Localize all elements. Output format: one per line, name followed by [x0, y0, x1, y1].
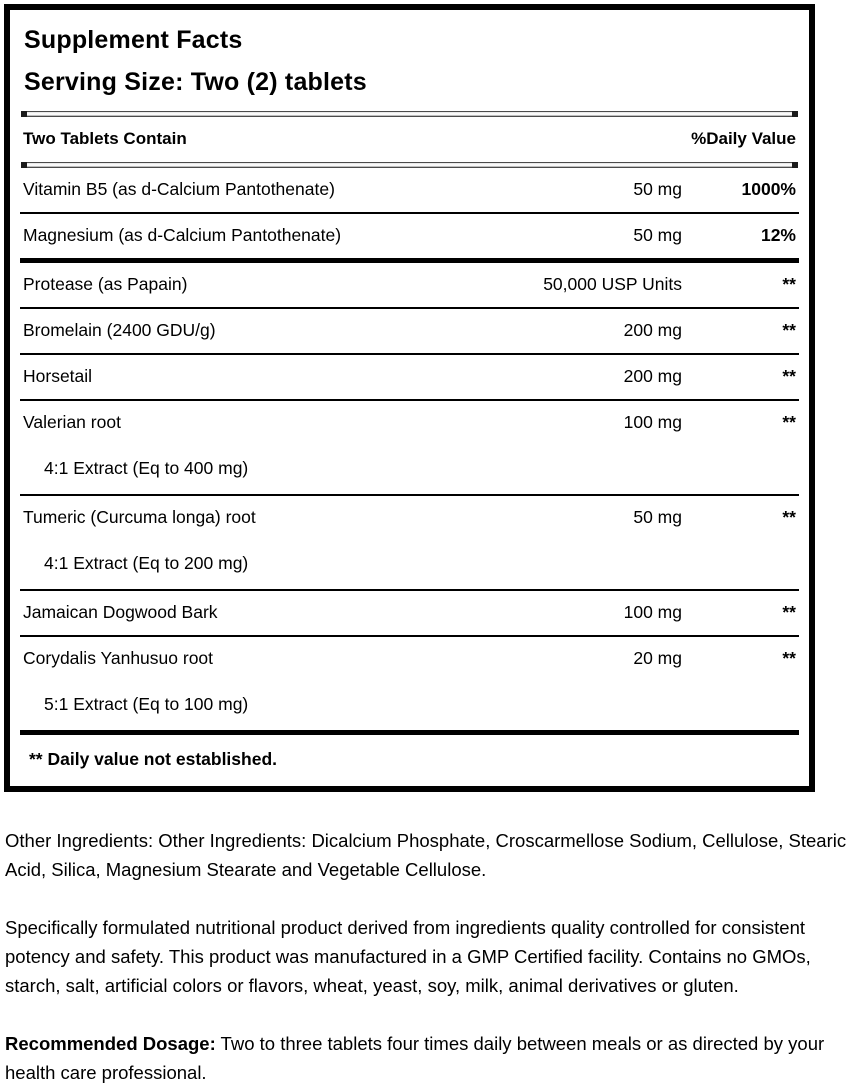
ingredient-daily-value: ** [782, 507, 796, 527]
ingredient-name: Protease (as Papain) [23, 274, 188, 294]
ingredient-name: Jamaican Dogwood Bark [23, 602, 218, 622]
ingredient-row-main [23, 507, 796, 528]
ingredient-name: Bromelain (2400 GDU/g) [23, 320, 216, 340]
ingredient-row [20, 401, 799, 496]
ingredient-row [20, 309, 799, 355]
ingredient-row [20, 263, 799, 309]
daily-value-footnote: ** Daily value not established. [29, 749, 277, 769]
ingredient-daily-value: ** [782, 412, 796, 432]
double-rule-header-bottom [21, 162, 798, 168]
ingredient-row-main [23, 225, 796, 246]
dosage-text: Two to three tablets four times daily between meals or as directed by your health care professional. [5, 1033, 825, 1083]
ingredient-daily-value: 1000% [741, 179, 796, 199]
ingredient-row-main [23, 366, 796, 387]
description-paragraph: Specifically formulated nutritional product derived from ingredients quality controlled for consistent potency and safety. This product was manufactured in a GMP Certified facility. Contains no GMOs, starch, salt, artificial colors or flavors, wheat, yeast, soy, milk, animal derivatives or gluten. [5, 917, 811, 996]
ingredient-row-main [23, 602, 796, 623]
ingredient-daily-value: ** [782, 366, 796, 386]
ingredient-row-main [23, 648, 796, 669]
panel-title: Supplement Facts [24, 26, 243, 54]
ingredient-amount: 50 mg [633, 507, 682, 527]
ingredient-amount: 50,000 USP Units [543, 274, 682, 294]
table-header-row [20, 117, 799, 162]
ingredient-name: Vitamin B5 (as d-Calcium Pantothenate) [23, 179, 335, 199]
ingredient-row-main [23, 320, 796, 341]
facts-rows [20, 168, 799, 735]
ingredient-daily-value: ** [782, 274, 796, 294]
ingredient-row [20, 637, 799, 735]
ingredient-extract-note: 5:1 Extract (Eq to 100 mg) [44, 694, 249, 714]
ingredient-row [20, 355, 799, 401]
ingredient-amount: 50 mg [633, 225, 682, 245]
dosage-label: Recommended Dosage: [5, 1033, 216, 1054]
ingredient-daily-value: ** [782, 648, 796, 668]
ingredient-daily-value: ** [782, 320, 796, 340]
ingredient-amount: 20 mg [633, 648, 682, 668]
ingredient-name: Corydalis Yanhusuo root [23, 648, 214, 668]
ingredient-daily-value: 12% [760, 225, 796, 245]
ingredient-row-main [23, 274, 796, 295]
ingredient-name: Magnesium (as d-Calcium Pantothenate) [23, 225, 342, 245]
ingredient-row [20, 591, 799, 637]
label-info-section [5, 826, 848, 1087]
ingredient-amount: 200 mg [623, 320, 682, 340]
ingredient-row-main [23, 412, 796, 433]
ingredient-amount: 100 mg [623, 412, 682, 432]
ingredient-row [20, 214, 799, 263]
dosage-paragraph [5, 1029, 848, 1087]
ingredient-name: Horsetail [23, 366, 93, 386]
ingredient-name: Tumeric (Curcuma longa) root [23, 507, 256, 527]
column-header-daily-value: %Daily Value [691, 129, 796, 148]
ingredient-amount: 50 mg [633, 179, 682, 199]
ingredient-row-main [23, 179, 796, 200]
ingredient-row [20, 168, 799, 214]
double-rule-top [21, 111, 798, 117]
column-header-contains: Two Tablets Contain [23, 129, 187, 148]
ingredient-amount: 200 mg [623, 366, 682, 386]
other-ingredients-paragraph: Other Ingredients: Other Ingredients: Dicalcium Phosphate, Croscarmellose Sodium, Cellulose, Stearic Acid, Silica, Magnesium Stearate and Vegetable Cellulose. [5, 830, 847, 880]
ingredient-daily-value: ** [782, 602, 796, 622]
ingredient-name: Valerian root [23, 412, 121, 432]
ingredient-extract-note: 4:1 Extract (Eq to 400 mg) [44, 458, 249, 478]
ingredient-extract-note: 4:1 Extract (Eq to 200 mg) [44, 553, 249, 573]
supplement-facts-panel [4, 4, 815, 792]
serving-size: Serving Size: Two (2) tablets [24, 68, 367, 96]
ingredient-amount: 100 mg [623, 602, 682, 622]
ingredient-row [20, 496, 799, 591]
